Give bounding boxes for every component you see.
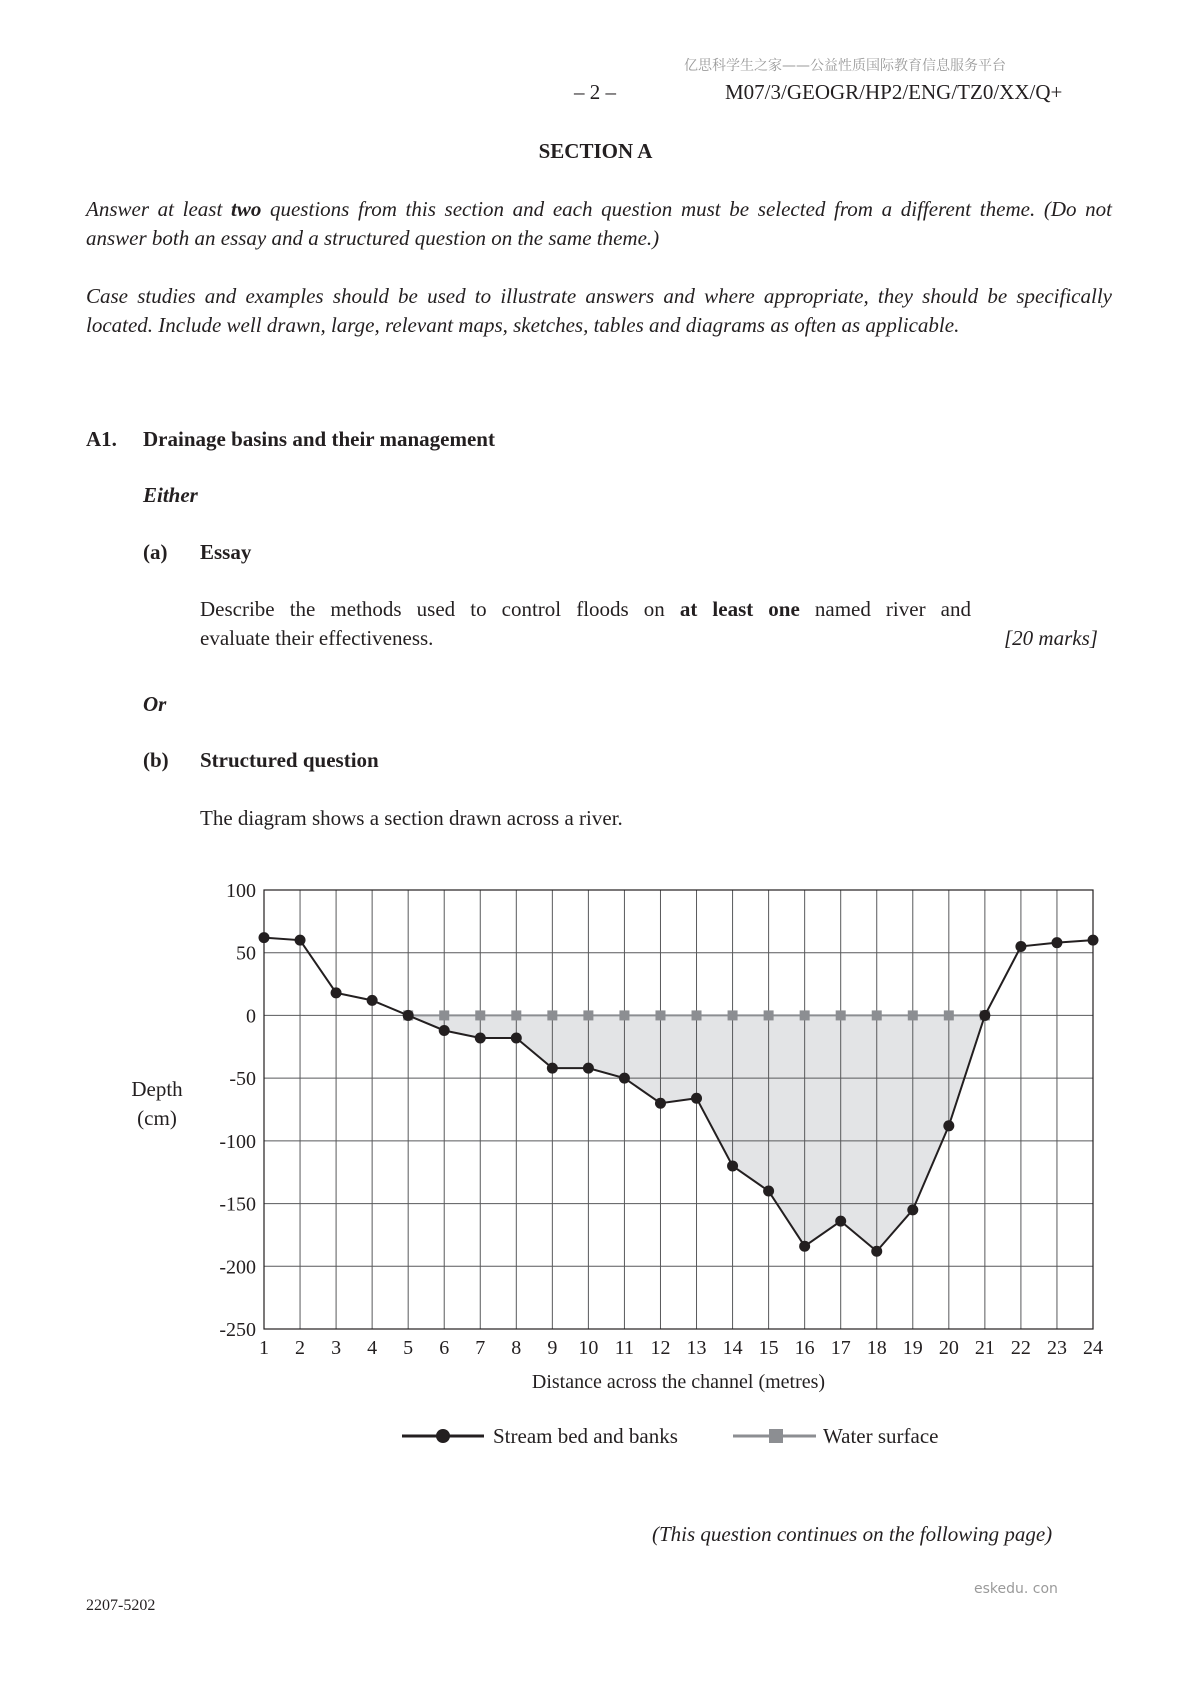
question-title: Drainage basins and their management (143, 427, 495, 451)
water-surface-point (439, 1010, 449, 1020)
stream-bed-point (439, 1025, 450, 1036)
stream-bed-point (403, 1010, 414, 1021)
or-label: Or (143, 692, 167, 716)
x-tick-label: 19 (902, 1337, 923, 1359)
water-surface-point (583, 1010, 593, 1020)
instructions-paragraph-1: Answer at least two questions from this section and each question must be selected from a different theme. (Do not answer both an essay and a structured question on the same theme.) (86, 197, 1113, 250)
x-tick-label: 16 (794, 1337, 815, 1359)
y-tick-label: -200 (219, 1256, 256, 1279)
x-tick-label: 15 (758, 1337, 779, 1359)
stream-bed-point (1015, 941, 1026, 952)
stream-bed-point (1088, 935, 1099, 946)
x-tick-label: 6 (439, 1337, 450, 1359)
water-surface-point (836, 1010, 846, 1020)
stream-bed-point (583, 1063, 594, 1074)
stream-bed-point (367, 995, 378, 1006)
legend-bed-marker (436, 1429, 450, 1443)
x-axis-label: Distance across the channel (metres) (531, 1371, 826, 1393)
watermark-top: 亿思科学生之家——公益性质国际教育信息服务平台 (684, 58, 1006, 74)
stream-bed-point (727, 1160, 738, 1171)
stream-bed-point (763, 1186, 774, 1197)
water-surface-point (619, 1010, 629, 1020)
water-surface-point (547, 1010, 557, 1020)
stream-bed-point (295, 935, 306, 946)
stream-bed-point (475, 1033, 486, 1044)
water-surface-point (764, 1010, 774, 1020)
x-tick-label: 9 (547, 1337, 558, 1359)
x-tick-label: 2 (295, 1337, 306, 1359)
x-tick-label: 18 (866, 1337, 887, 1359)
section-title: SECTION A (538, 139, 653, 163)
stream-bed-point (511, 1033, 522, 1044)
y-axis-label: Depth (131, 1077, 183, 1101)
x-tick-label: 20 (938, 1337, 959, 1359)
stream-bed-point (799, 1241, 810, 1252)
x-tick-label: 11 (614, 1337, 635, 1359)
y-tick-label: 0 (246, 1005, 256, 1028)
x-tick-label: 12 (650, 1337, 671, 1359)
part-b-intro: The diagram shows a section drawn across a river. (200, 806, 623, 830)
watermark-bottom: eskedu. con (974, 1581, 1058, 1597)
document-code: 2207-5202 (86, 1597, 156, 1614)
water-surface-point (800, 1010, 810, 1020)
stream-bed-point (691, 1093, 702, 1104)
stream-bed-point (619, 1073, 630, 1084)
part-b-label: (b) (143, 748, 169, 772)
x-tick-label: 13 (686, 1337, 707, 1359)
stream-bed-point (835, 1216, 846, 1227)
continues-note: (This question continues on the following page) (652, 1522, 1053, 1546)
x-tick-label: 8 (511, 1337, 522, 1359)
y-tick-label: 100 (226, 880, 256, 902)
stream-bed-point (907, 1204, 918, 1215)
water-surface-point (944, 1010, 954, 1020)
x-tick-label: 24 (1083, 1337, 1103, 1359)
paper-code: M07/3/GEOGR/HP2/ENG/TZ0/XX/Q+ (725, 80, 1063, 104)
y-axis-label: (cm) (137, 1106, 177, 1130)
water-surface-point (511, 1010, 521, 1020)
y-tick-label: -150 (219, 1193, 256, 1216)
either-label: Either (143, 483, 198, 507)
x-tick-label: 4 (367, 1337, 378, 1359)
part-a-title: Essay (200, 540, 252, 564)
stream-bed-point (871, 1246, 882, 1257)
stream-bed-point (259, 932, 270, 943)
x-tick-label: 10 (578, 1337, 599, 1359)
legend-water-marker (769, 1429, 783, 1443)
water-surface-point (728, 1010, 738, 1020)
water-surface-point (872, 1010, 882, 1020)
stream-bed-point (331, 987, 342, 998)
stream-bed-point (1051, 937, 1062, 948)
y-tick-label: -250 (219, 1319, 256, 1341)
stream-bed-point (547, 1063, 558, 1074)
x-tick-label: 17 (830, 1337, 851, 1359)
legend-bed-label: Stream bed and banks (493, 1424, 678, 1448)
x-tick-label: 7 (475, 1337, 486, 1359)
x-tick-label: 14 (722, 1337, 743, 1359)
water-surface-point (692, 1010, 702, 1020)
x-tick-label: 1 (259, 1337, 269, 1359)
page-number: – 2 – (574, 80, 616, 104)
stream-bed-point (979, 1010, 990, 1021)
water-surface-point (475, 1010, 485, 1020)
x-tick-label: 22 (1010, 1337, 1031, 1359)
x-tick-label: 23 (1046, 1337, 1067, 1359)
part-a-text-line-1: Describe the methods used to control floods on at least one named river and (200, 597, 971, 621)
y-tick-label: -50 (229, 1068, 256, 1091)
y-tick-label: 50 (236, 942, 256, 965)
part-a-text-line-2: evaluate their effectiveness. (200, 626, 434, 650)
part-a-label: (a) (143, 540, 168, 564)
x-tick-label: 5 (403, 1337, 414, 1359)
part-b-title: Structured question (200, 748, 379, 772)
legend-water-label: Water surface (823, 1424, 939, 1448)
plot-frame (264, 890, 1093, 1329)
y-tick-label: -100 (219, 1130, 256, 1153)
water-surface-point (908, 1010, 918, 1020)
water-surface-point (655, 1010, 665, 1020)
part-a-marks: [20 marks] (1004, 626, 1098, 650)
question-number: A1. (86, 427, 117, 451)
stream-bed-point (655, 1098, 666, 1109)
x-tick-label: 21 (974, 1337, 995, 1359)
instructions-paragraph-2: Case studies and examples should be used to illustrate answers and where appropriate, they should be specifically located. Include well drawn, large, relevant maps, sketches, tables and diagrams as often as applicable. (86, 284, 1112, 337)
x-tick-label: 3 (331, 1337, 342, 1359)
stream-bed-point (943, 1120, 954, 1131)
